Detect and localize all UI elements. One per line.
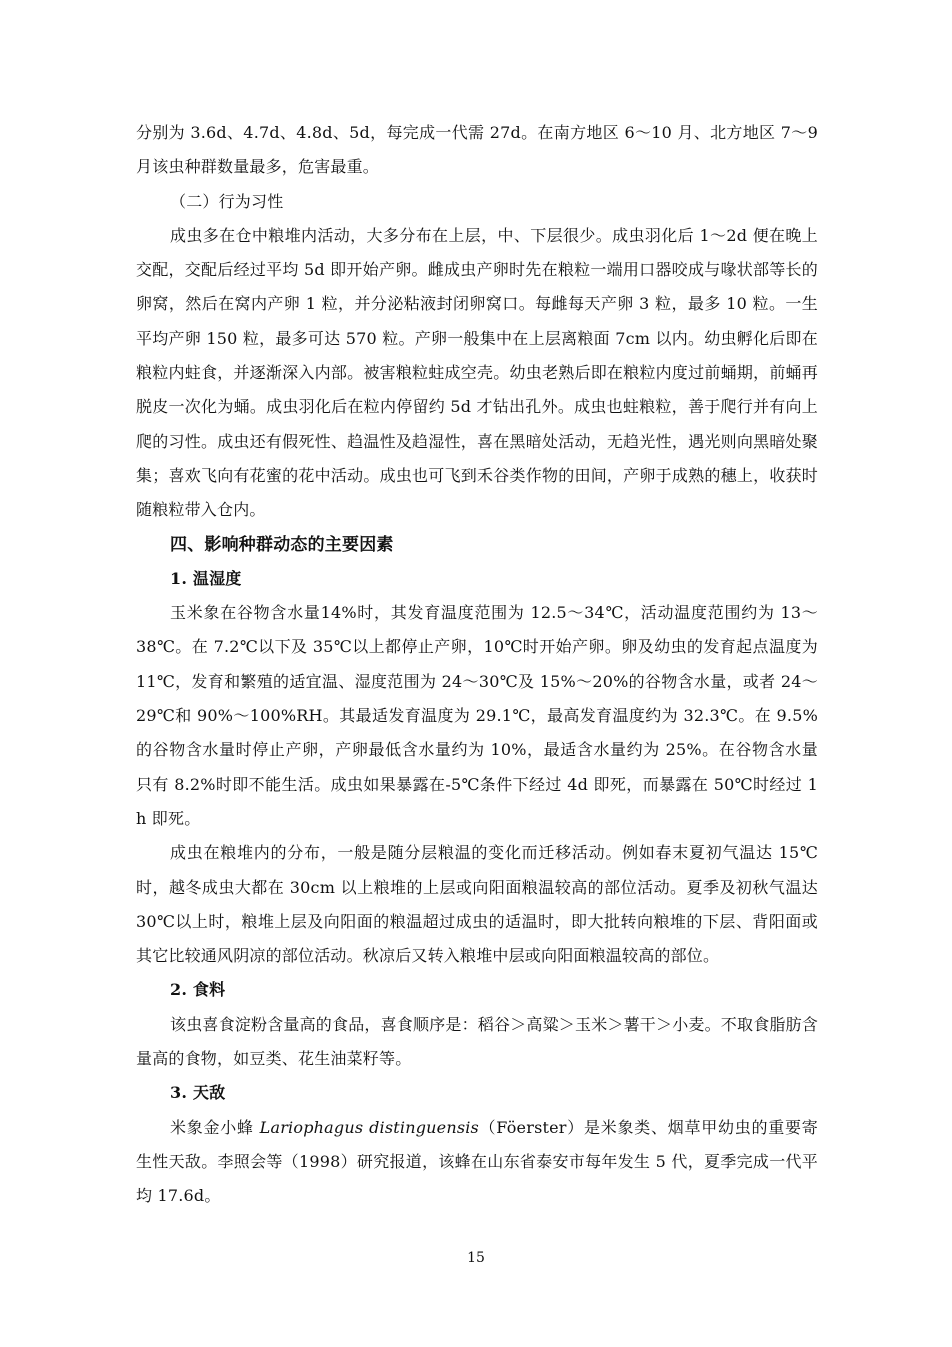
- page-body: [136, 116, 818, 1214]
- heading-food: 2. 食料: [170, 980, 226, 1000]
- enemy-text-pre: 米象金小蜂: [170, 1117, 260, 1137]
- paragraph-natural-enemies: [136, 1111, 818, 1214]
- enemy-text-post: （Föerster）是米象类、烟草甲幼虫的重要寄生性天敌。李照会等（1998）研究报道，该蜂在山东省泰安市每年发生 5 代，夏季完成一代平均 17.6d。: [136, 1117, 818, 1206]
- page-number: 15: [467, 1250, 485, 1266]
- heading-temperature-humidity: 1. 温湿度: [170, 568, 242, 588]
- paragraph-behavior: 成虫多在仓中粮堆内活动，大多分布在上层，中、下层很少。成虫羽化后 1～2d 便在晚上交配，交配后经过平均 5d 即开始产卵。雌成虫产卵时先在粮粒一端用口器咬成与喙状部等长的卵窝，然后在窝内产卵 1 粒，并分泌粘液封闭卵窝口。每雌每天产卵 3 粒，最多 10 粒。一生平均产卵 150 粒，最多可达 570 粒。产卵一般集中在上层离粮面 7cm 以内。幼虫孵化后即在粮粒内蛀食，并逐渐深入内部。被害粮粒蛀成空壳。幼虫老熟后即在粮粒内度过前蛹期，前蛹再脱皮一次化为蛹。成虫羽化后在粒内停留约 5d 才钻出孔外。成虫也蛀粮粒，善于爬行并有向上爬的习性。成虫还有假死性、趋温性及趋湿性，喜在黑暗处活动，无趋光性，遇光则向黑暗处聚集；喜欢飞向有花蜜的花中活动。成虫也可飞到禾谷类作物的田间，产卵于成熟的穗上，收获时随粮粒带入仓内。: [136, 225, 818, 520]
- heading-population-factors: 四、影响种群动态的主要因素: [170, 534, 394, 555]
- paragraph-temperature: 玉米象在谷物含水量14%时，其发育温度范围为 12.5～34℃，活动温度范围约为 13～38℃。在 7.2℃以下及 35℃以上都停止产卵，10℃时开始产卵。卵及幼虫的发育起点温度为 11℃，发育和繁殖的适宜温、湿度范围为 24～30℃及 15%～20%的谷物含水量，或者 24～29℃和 90%～100%RH。其最适发育温度为 29.1℃，最高发育温度约为 32.3℃。在 9.5%的谷物含水量时停止产卵，产卵最低含水量约为 10%，最适含水量约为 25%。在谷物含水量只有 8.2%时即不能生活。成虫如果暴露在-5℃条件下经过 4d 即死，而暴露在 50℃时经过 1 h 即死。: [136, 603, 818, 828]
- paragraph-lifecycle-end: 分别为 3.6d、4.7d、4.8d、5d，每完成一代需 27d。在南方地区 6～10 月、北方地区 7～9 月该虫种群数量最多，危害最重。: [136, 123, 818, 177]
- heading-natural-enemies: 3. 天敌: [170, 1083, 226, 1103]
- paragraph-food: 该虫喜食淀粉含量高的食品，喜食顺序是：稻谷＞高粱＞玉米＞薯干＞小麦。不取食脂肪含量高的食物，如豆类、花生油菜籽等。: [136, 1014, 819, 1069]
- species-name-latin: Lariophagus distinguensis: [259, 1117, 479, 1137]
- heading-behavior: （二）行为习性: [170, 191, 284, 211]
- paragraph-distribution: 成虫在粮堆内的分布，一般是随分层粮温的变化而迁移活动。例如春末夏初气温达 15℃时，越冬成虫大都在 30cm 以上粮堆的上层或向阳面粮温较高的部位活动。夏季及初秋气温达 30℃以上时，粮堆上层及向阳面的粮温超过成虫的适温时，即大批转向粮堆的下层、背阳面或其它比较通风阴凉的部位活动。秋凉后又转入粮堆中层或向阳面粮温较高的部位。: [136, 843, 818, 966]
